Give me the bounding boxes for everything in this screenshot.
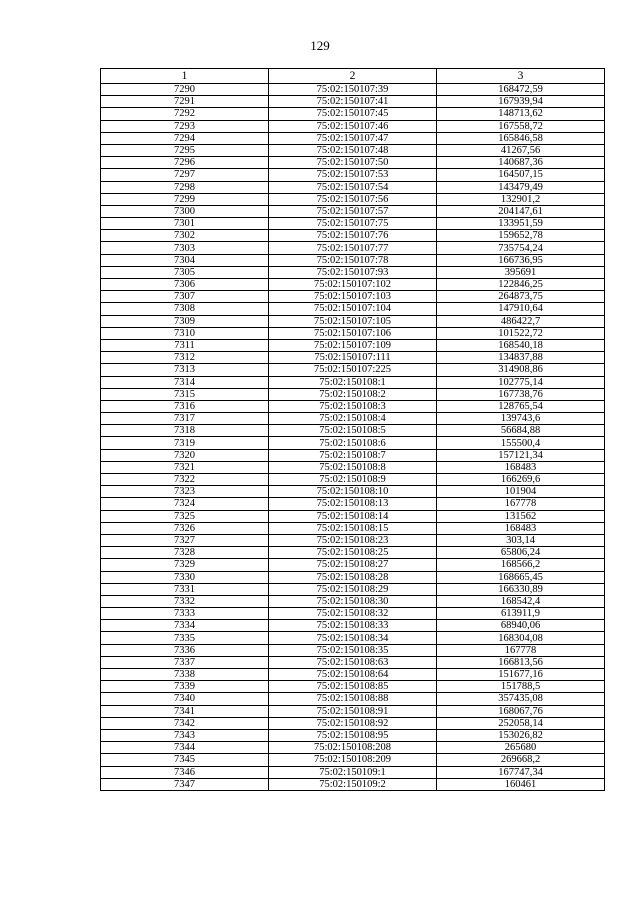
- cadastral-number-cell: 75:02:150108:85: [269, 681, 437, 693]
- value-cell: 41267,56: [437, 144, 605, 156]
- value-cell: 269668,2: [437, 754, 605, 766]
- value-cell: 167738,76: [437, 388, 605, 400]
- cadastral-number-cell: 75:02:150107:111: [269, 352, 437, 364]
- cadastral-number-cell: 75:02:150108:32: [269, 608, 437, 620]
- value-cell: 168665,45: [437, 571, 605, 583]
- cadastral-number-cell: 75:02:150107:104: [269, 303, 437, 315]
- table-row: [101, 339, 605, 351]
- table-row: [101, 364, 605, 376]
- row-number-cell: 7337: [101, 656, 269, 668]
- table-row: [101, 120, 605, 132]
- value-cell: 56684,88: [437, 425, 605, 437]
- cadastral-number-cell: 75:02:150108:33: [269, 620, 437, 632]
- table-row: [101, 778, 605, 790]
- table-row: [101, 315, 605, 327]
- cadastral-number-cell: 75:02:150108:6: [269, 437, 437, 449]
- row-number-cell: 7331: [101, 583, 269, 595]
- header-row: [101, 69, 605, 84]
- row-number-cell: 7298: [101, 181, 269, 193]
- cadastral-number-cell: 75:02:150107:102: [269, 279, 437, 291]
- cadastral-number-cell: 75:02:150108:8: [269, 461, 437, 473]
- column-header-1: 1: [101, 69, 269, 84]
- row-number-cell: 7315: [101, 388, 269, 400]
- value-cell: 166269,6: [437, 474, 605, 486]
- cadastral-number-cell: 75:02:150107:93: [269, 266, 437, 278]
- table-row: [101, 352, 605, 364]
- value-cell: 314908,86: [437, 364, 605, 376]
- row-number-cell: 7329: [101, 559, 269, 571]
- table-row: [101, 193, 605, 205]
- value-cell: 168483: [437, 461, 605, 473]
- cadastral-number-cell: 75:02:150108:88: [269, 693, 437, 705]
- table-row: [101, 449, 605, 461]
- row-number-cell: 7324: [101, 498, 269, 510]
- value-cell: 166330,89: [437, 583, 605, 595]
- cadastral-number-cell: 75:02:150108:1: [269, 376, 437, 388]
- cadastral-number-cell: 75:02:150108:209: [269, 754, 437, 766]
- table-row: [101, 705, 605, 717]
- table-row: [101, 279, 605, 291]
- cadastral-number-cell: 75:02:150108:5: [269, 425, 437, 437]
- table-row: [101, 181, 605, 193]
- value-cell: 128765,54: [437, 400, 605, 412]
- row-number-cell: 7338: [101, 669, 269, 681]
- cadastral-number-cell: 75:02:150107:106: [269, 327, 437, 339]
- row-number-cell: 7332: [101, 595, 269, 607]
- table-row: [101, 218, 605, 230]
- cadastral-number-cell: 75:02:150107:57: [269, 205, 437, 217]
- value-cell: 134837,88: [437, 352, 605, 364]
- table-row: [101, 230, 605, 242]
- cadastral-number-cell: 75:02:150108:92: [269, 717, 437, 729]
- table-row: [101, 729, 605, 741]
- row-number-cell: 7327: [101, 534, 269, 546]
- row-number-cell: 7343: [101, 729, 269, 741]
- row-number-cell: 7290: [101, 84, 269, 96]
- table-row: [101, 571, 605, 583]
- row-number-cell: 7297: [101, 169, 269, 181]
- cadastral-number-cell: 75:02:150108:13: [269, 498, 437, 510]
- row-number-cell: 7342: [101, 717, 269, 729]
- cadastral-number-cell: 75:02:150107:103: [269, 291, 437, 303]
- cadastral-number-cell: 75:02:150108:28: [269, 571, 437, 583]
- cadastral-number-cell: 75:02:150108:23: [269, 534, 437, 546]
- cadastral-number-cell: 75:02:150108:91: [269, 705, 437, 717]
- row-number-cell: 7340: [101, 693, 269, 705]
- row-number-cell: 7294: [101, 132, 269, 144]
- table-row: [101, 766, 605, 778]
- cadastral-number-cell: 75:02:150108:3: [269, 400, 437, 412]
- row-number-cell: 7299: [101, 193, 269, 205]
- value-cell: 168542,4: [437, 595, 605, 607]
- row-number-cell: 7312: [101, 352, 269, 364]
- table-row: [101, 595, 605, 607]
- row-number-cell: 7300: [101, 205, 269, 217]
- row-number-cell: 7308: [101, 303, 269, 315]
- table-row: [101, 486, 605, 498]
- table-row: [101, 205, 605, 217]
- value-cell: 357435,08: [437, 693, 605, 705]
- row-number-cell: 7346: [101, 766, 269, 778]
- value-cell: 167778: [437, 644, 605, 656]
- value-cell: 165846,58: [437, 132, 605, 144]
- table-row: [101, 742, 605, 754]
- row-number-cell: 7317: [101, 413, 269, 425]
- cadastral-number-cell: 75:02:150108:10: [269, 486, 437, 498]
- value-cell: 164507,15: [437, 169, 605, 181]
- row-number-cell: 7302: [101, 230, 269, 242]
- row-number-cell: 7309: [101, 315, 269, 327]
- row-number-cell: 7344: [101, 742, 269, 754]
- table-row: [101, 583, 605, 595]
- cadastral-number-cell: 75:02:150107:109: [269, 339, 437, 351]
- table-row: [101, 254, 605, 266]
- table-row: [101, 632, 605, 644]
- row-number-cell: 7320: [101, 449, 269, 461]
- row-number-cell: 7295: [101, 144, 269, 156]
- value-cell: 157121,34: [437, 449, 605, 461]
- row-number-cell: 7328: [101, 547, 269, 559]
- value-cell: 151677,16: [437, 669, 605, 681]
- value-cell: 303,14: [437, 534, 605, 546]
- table-row: [101, 608, 605, 620]
- cadastral-number-cell: 75:02:150107:47: [269, 132, 437, 144]
- cadastral-number-cell: 75:02:150107:50: [269, 157, 437, 169]
- table-row: [101, 498, 605, 510]
- page-number: 129: [310, 38, 330, 53]
- row-number-cell: 7335: [101, 632, 269, 644]
- cadastral-number-cell: 75:02:150107:105: [269, 315, 437, 327]
- column-header-2: 2: [269, 69, 437, 84]
- value-cell: 133951,59: [437, 218, 605, 230]
- value-cell: 166813,56: [437, 656, 605, 668]
- value-cell: 613911,9: [437, 608, 605, 620]
- cadastral-number-cell: 75:02:150108:4: [269, 413, 437, 425]
- row-number-cell: 7322: [101, 474, 269, 486]
- table-row: [101, 169, 605, 181]
- row-number-cell: 7307: [101, 291, 269, 303]
- row-number-cell: 7311: [101, 339, 269, 351]
- table-row: [101, 681, 605, 693]
- cadastral-number-cell: 75:02:150107:46: [269, 120, 437, 132]
- cadastral-number-cell: 75:02:150109:2: [269, 778, 437, 790]
- row-number-cell: 7313: [101, 364, 269, 376]
- table-row: [101, 693, 605, 705]
- row-number-cell: 7339: [101, 681, 269, 693]
- value-cell: 139743,6: [437, 413, 605, 425]
- table-row: [101, 547, 605, 559]
- row-number-cell: 7303: [101, 242, 269, 254]
- table-row: [101, 437, 605, 449]
- row-number-cell: 7301: [101, 218, 269, 230]
- value-cell: 155500,4: [437, 437, 605, 449]
- row-number-cell: 7325: [101, 510, 269, 522]
- row-number-cell: 7292: [101, 108, 269, 120]
- row-number-cell: 7319: [101, 437, 269, 449]
- row-number-cell: 7333: [101, 608, 269, 620]
- row-number-cell: 7316: [101, 400, 269, 412]
- value-cell: 153026,82: [437, 729, 605, 741]
- value-cell: 264873,75: [437, 291, 605, 303]
- table-row: [101, 242, 605, 254]
- row-number-cell: 7305: [101, 266, 269, 278]
- row-number-cell: 7321: [101, 461, 269, 473]
- value-cell: 168304,08: [437, 632, 605, 644]
- table-row: [101, 132, 605, 144]
- cadastral-number-cell: 75:02:150107:56: [269, 193, 437, 205]
- value-cell: 395691: [437, 266, 605, 278]
- cadastral-number-cell: 75:02:150107:225: [269, 364, 437, 376]
- row-number-cell: 7334: [101, 620, 269, 632]
- cadastral-number-cell: 75:02:150108:95: [269, 729, 437, 741]
- column-header-3: 3: [437, 69, 605, 84]
- value-cell: 101522,72: [437, 327, 605, 339]
- table-row: [101, 644, 605, 656]
- cadastral-number-cell: 75:02:150108:2: [269, 388, 437, 400]
- value-cell: 159652,78: [437, 230, 605, 242]
- table-row: [101, 522, 605, 534]
- cadastral-number-cell: 75:02:150107:39: [269, 84, 437, 96]
- value-cell: 143479,49: [437, 181, 605, 193]
- table-row: [101, 474, 605, 486]
- data-table: [100, 68, 605, 791]
- table-row: [101, 108, 605, 120]
- row-number-cell: 7318: [101, 425, 269, 437]
- table-row: [101, 303, 605, 315]
- cadastral-number-cell: 75:02:150108:15: [269, 522, 437, 534]
- table-row: [101, 327, 605, 339]
- cadastral-number-cell: 75:02:150107:48: [269, 144, 437, 156]
- value-cell: 140687,36: [437, 157, 605, 169]
- value-cell: 168483: [437, 522, 605, 534]
- value-cell: 168067,76: [437, 705, 605, 717]
- cadastral-number-cell: 75:02:150108:63: [269, 656, 437, 668]
- table-row: [101, 754, 605, 766]
- cadastral-number-cell: 75:02:150108:9: [269, 474, 437, 486]
- cadastral-number-cell: 75:02:150108:35: [269, 644, 437, 656]
- value-cell: 151788,5: [437, 681, 605, 693]
- value-cell: 68940,06: [437, 620, 605, 632]
- cadastral-number-cell: 75:02:150108:34: [269, 632, 437, 644]
- row-number-cell: 7304: [101, 254, 269, 266]
- cadastral-number-cell: 75:02:150108:30: [269, 595, 437, 607]
- cadastral-number-cell: 75:02:150108:14: [269, 510, 437, 522]
- value-cell: 204147,61: [437, 205, 605, 217]
- cadastral-number-cell: 75:02:150108:64: [269, 669, 437, 681]
- table-row: [101, 461, 605, 473]
- table-body: [101, 84, 605, 791]
- value-cell: 102775,14: [437, 376, 605, 388]
- row-number-cell: 7330: [101, 571, 269, 583]
- row-number-cell: 7291: [101, 96, 269, 108]
- row-number-cell: 7310: [101, 327, 269, 339]
- row-number-cell: 7341: [101, 705, 269, 717]
- table-row: [101, 620, 605, 632]
- table-header: [101, 69, 605, 84]
- cadastral-number-cell: 75:02:150107:53: [269, 169, 437, 181]
- value-cell: 166736,95: [437, 254, 605, 266]
- value-cell: 122846,25: [437, 279, 605, 291]
- value-cell: 131562: [437, 510, 605, 522]
- value-cell: 168472,59: [437, 84, 605, 96]
- table-row: [101, 96, 605, 108]
- value-cell: 101904: [437, 486, 605, 498]
- cadastral-number-cell: 75:02:150109:1: [269, 766, 437, 778]
- value-cell: 132901,2: [437, 193, 605, 205]
- value-cell: 167778: [437, 498, 605, 510]
- value-cell: 65806,24: [437, 547, 605, 559]
- table-row: [101, 413, 605, 425]
- table-row: [101, 534, 605, 546]
- value-cell: 167939,94: [437, 96, 605, 108]
- cadastral-number-cell: 75:02:150108:208: [269, 742, 437, 754]
- row-number-cell: 7306: [101, 279, 269, 291]
- value-cell: 147910,64: [437, 303, 605, 315]
- cadastral-number-cell: 75:02:150107:45: [269, 108, 437, 120]
- cadastral-number-cell: 75:02:150107:75: [269, 218, 437, 230]
- cadastral-number-cell: 75:02:150108:27: [269, 559, 437, 571]
- cadastral-number-cell: 75:02:150108:29: [269, 583, 437, 595]
- cadastral-number-cell: 75:02:150107:77: [269, 242, 437, 254]
- table-row: [101, 400, 605, 412]
- value-cell: 167747,34: [437, 766, 605, 778]
- row-number-cell: 7347: [101, 778, 269, 790]
- row-number-cell: 7336: [101, 644, 269, 656]
- value-cell: 252058,14: [437, 717, 605, 729]
- cadastral-number-cell: 75:02:150108:25: [269, 547, 437, 559]
- table-row: [101, 266, 605, 278]
- cadastral-number-cell: 75:02:150107:54: [269, 181, 437, 193]
- table-row: [101, 291, 605, 303]
- value-cell: 167558,72: [437, 120, 605, 132]
- cadastral-number-cell: 75:02:150107:78: [269, 254, 437, 266]
- row-number-cell: 7314: [101, 376, 269, 388]
- row-number-cell: 7296: [101, 157, 269, 169]
- cadastral-number-cell: 75:02:150107:76: [269, 230, 437, 242]
- table-row: [101, 559, 605, 571]
- value-cell: 168566,2: [437, 559, 605, 571]
- value-cell: 735754,24: [437, 242, 605, 254]
- table-row: [101, 376, 605, 388]
- table-row: [101, 510, 605, 522]
- value-cell: 148713,62: [437, 108, 605, 120]
- table-row: [101, 84, 605, 96]
- value-cell: 168540,18: [437, 339, 605, 351]
- cadastral-number-cell: 75:02:150107:41: [269, 96, 437, 108]
- row-number-cell: 7323: [101, 486, 269, 498]
- table-row: [101, 656, 605, 668]
- table-row: [101, 388, 605, 400]
- table-row: [101, 717, 605, 729]
- table-row: [101, 425, 605, 437]
- table-row: [101, 144, 605, 156]
- cadastral-number-cell: 75:02:150108:7: [269, 449, 437, 461]
- value-cell: 160461: [437, 778, 605, 790]
- table-row: [101, 669, 605, 681]
- table-row: [101, 157, 605, 169]
- value-cell: 486422,7: [437, 315, 605, 327]
- row-number-cell: 7293: [101, 120, 269, 132]
- row-number-cell: 7326: [101, 522, 269, 534]
- value-cell: 265680: [437, 742, 605, 754]
- row-number-cell: 7345: [101, 754, 269, 766]
